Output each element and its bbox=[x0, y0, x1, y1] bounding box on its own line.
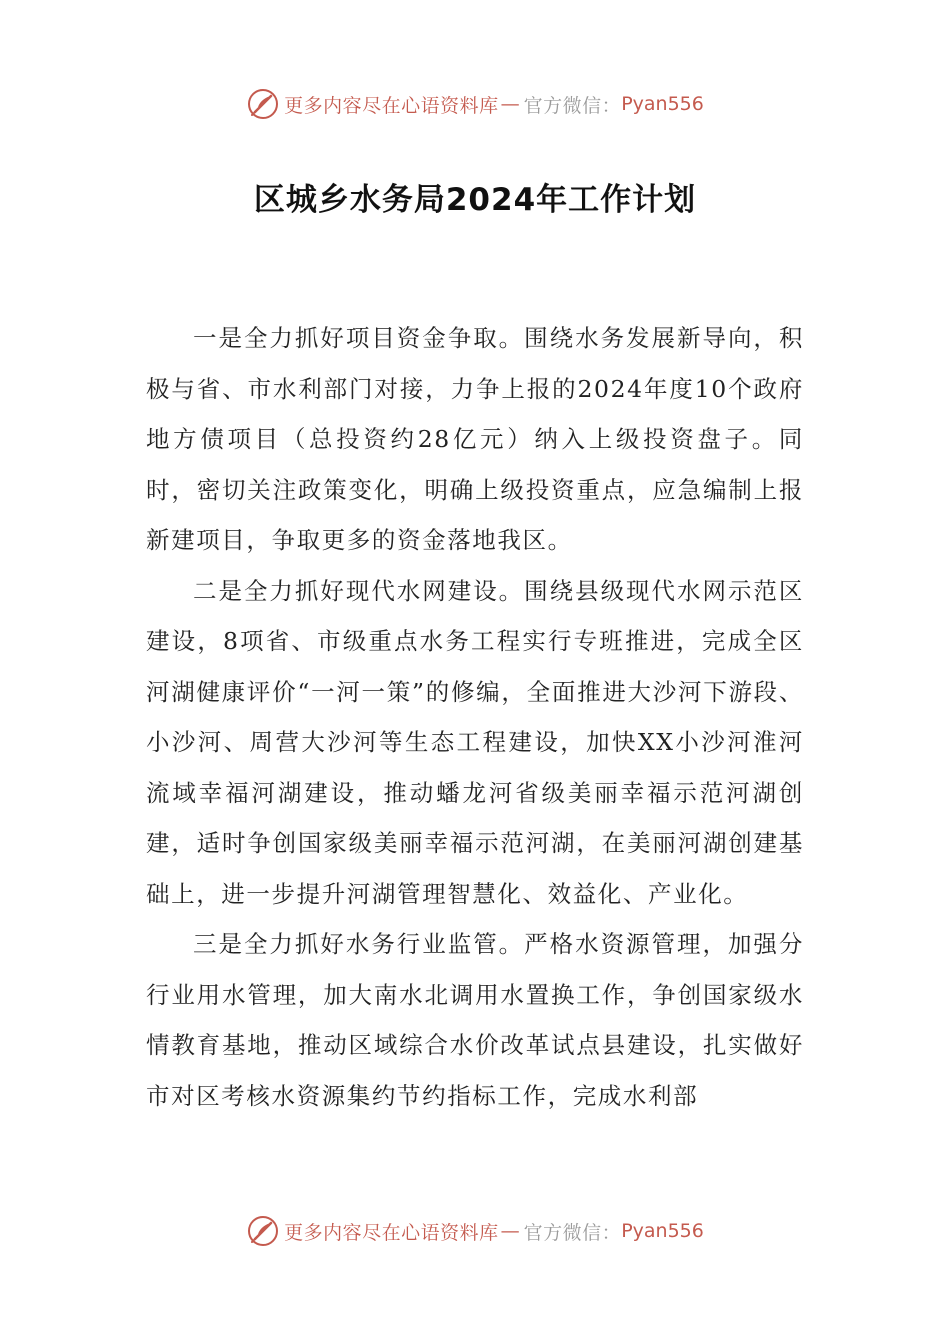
quill-pen-circle-icon bbox=[246, 87, 280, 121]
watermark-wechat-id: Pyan556 bbox=[621, 1220, 704, 1242]
document-body bbox=[146, 313, 804, 1121]
document-title: 区城乡水务局2024年工作计划 bbox=[253, 182, 697, 218]
watermark-wechat-label: 官方微信： bbox=[523, 1221, 622, 1244]
watermark-separator: — bbox=[500, 93, 520, 115]
watermark-wechat-label: 官方微信： bbox=[523, 94, 622, 117]
watermark-separator: — bbox=[500, 1220, 520, 1242]
watermark-wechat-id: Pyan556 bbox=[621, 93, 704, 115]
watermark-lead-text: 更多内容尽在心语资料库 bbox=[284, 1221, 499, 1244]
watermark-lead-text: 更多内容尽在心语资料库 bbox=[284, 94, 499, 117]
paragraph-industry-supervision: 三是全力抓好水务行业监管。严格水资源管理，加强分行业用水管理，加大南水北调用水置换工作，争创国家级水情教育基地，推动区域综合水价改革试点县建设，扎实做好市对区考核水资源集约节约指标工作，完成水利部 bbox=[146, 930, 804, 1110]
footer-watermark bbox=[0, 1211, 950, 1251]
paragraph-project-funding: 一是全力抓好项目资金争取。围绕水务发展新导向，积极与省、市水利部门对接，力争上报的2024年度10个政府地方债项目（总投资约28亿元）纳入上级投资盘子。同时，密切关注政策变化，明确上级投资重点，应急编制上报新建项目，争取更多的资金落地我区。 bbox=[146, 324, 804, 554]
paragraph-water-network: 二是全力抓好现代水网建设。围绕县级现代水网示范区建设，8项省、市级重点水务工程实行专班推进，完成全区河湖健康评价“一河一策”的修编，全面推进大沙河下游段、小沙河、周营大沙河等生态工程建设，加快XX小沙河淮河流域幸福河湖建设，推动蟠龙河省级美丽幸福示范河湖创建，适时争创国家级美丽幸福示范河湖，在美丽河湖创建基础上，进一步提升河湖管理智慧化、效益化、产业化。 bbox=[146, 576, 804, 908]
quill-pen-circle-icon bbox=[246, 1214, 280, 1248]
header-watermark bbox=[0, 84, 950, 124]
